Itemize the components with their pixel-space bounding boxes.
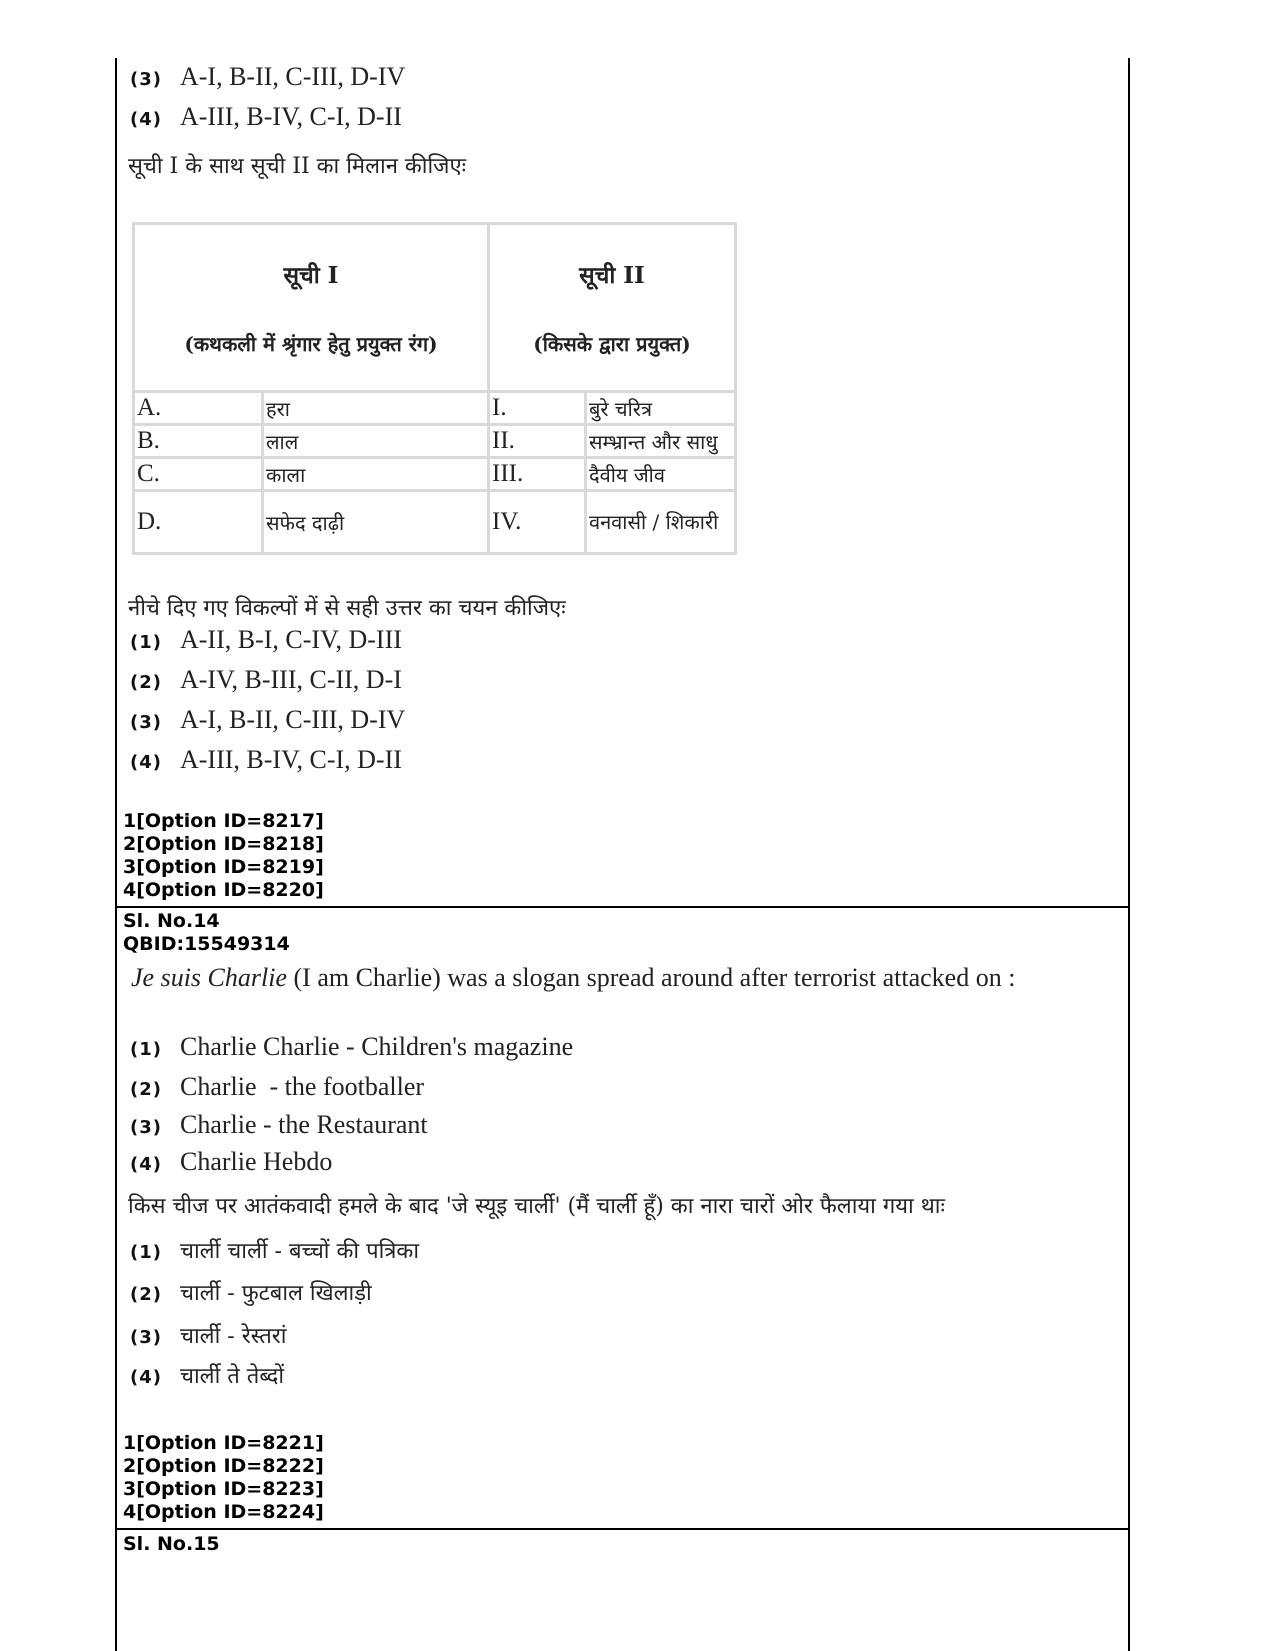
- option-number: (1): [130, 1242, 162, 1263]
- option-text: चार्ली - रेस्तरां: [180, 1324, 287, 1349]
- row-value: सफेद दाढ़ी: [263, 491, 489, 554]
- serial-number: Sl. No.14: [123, 910, 220, 932]
- q14-option-4: [130, 1147, 332, 1177]
- row-key: III.: [489, 458, 586, 491]
- option-text: चार्ली - फुटबाल खिलाड़ी: [180, 1281, 372, 1306]
- row-key: A.: [134, 392, 263, 425]
- q14-hindi-option-2: [130, 1277, 372, 1307]
- row-key: D.: [134, 491, 263, 554]
- row-value: काला: [263, 458, 489, 491]
- row-key: B.: [134, 425, 263, 458]
- option-text: Charlie - the Restaurant: [180, 1110, 428, 1139]
- option-number: (3): [130, 1327, 162, 1348]
- table-header-list2: [489, 224, 736, 392]
- q14-hindi-option-3: [130, 1320, 287, 1350]
- hindi-option-4: [130, 745, 402, 775]
- option-id: 3[Option ID=8219]: [123, 856, 324, 878]
- option-4: [130, 102, 402, 132]
- q14-option-3: [130, 1110, 428, 1140]
- option-number: (3): [130, 1117, 162, 1138]
- option-number: (4): [130, 752, 162, 773]
- option-3: [130, 62, 405, 92]
- question-header: [123, 1533, 220, 1556]
- option-id: 2[Option ID=8222]: [123, 1455, 324, 1477]
- option-number: (3): [130, 69, 162, 90]
- option-text: Charlie Hebdo: [180, 1147, 333, 1176]
- list1-title: सूची I: [283, 262, 339, 289]
- list2-subtitle: (किसके द्वारा प्रयुक्त): [533, 332, 691, 356]
- option-text: A-III, B-IV, C-I, D-II: [180, 102, 402, 131]
- section-divider: [115, 906, 1130, 908]
- hindi-option-3: [130, 705, 405, 735]
- option-text: A-II, B-I, C-IV, D-III: [180, 625, 402, 654]
- row-value: वनवासी / शिकारी: [585, 491, 735, 554]
- option-number: (2): [130, 1079, 162, 1100]
- section-divider: [115, 1528, 1130, 1530]
- option-text: Charlie - the footballer: [180, 1072, 425, 1101]
- option-id: 4[Option ID=8224]: [123, 1501, 324, 1523]
- option-id-list: [123, 1432, 324, 1524]
- q14-hindi-option-1: [130, 1235, 419, 1265]
- option-id: 4[Option ID=8220]: [123, 879, 324, 901]
- row-value: लाल: [263, 425, 489, 458]
- option-text: चार्ली चार्ली - बच्चों की पत्रिका: [180, 1239, 420, 1264]
- hindi-choose-prompt: नीचे दिए गए विकल्पों में से सही उत्तर का चयन कीजिएः: [128, 596, 566, 621]
- q14-hindi-option-4: [130, 1360, 284, 1390]
- question-header: [123, 910, 290, 956]
- option-id: 1[Option ID=8217]: [123, 810, 324, 832]
- option-number: (1): [130, 1039, 162, 1060]
- hindi-question-text: किस चीज पर आतंकवादी हमले के बाद 'जे स्यूइ चार्ली' (मैं चार्ली हूँ) का नारा चारों ओर फैलाया गया थाः: [128, 1194, 945, 1219]
- option-id: 2[Option ID=8218]: [123, 833, 324, 855]
- option-number: (2): [130, 1284, 162, 1305]
- serial-number: Sl. No.15: [123, 1533, 220, 1555]
- q14-option-2: [130, 1072, 424, 1102]
- table-header-list1: [134, 224, 489, 392]
- option-id-list: [123, 810, 324, 902]
- option-number: (4): [130, 109, 162, 130]
- row-value: बुरे चरित्र: [585, 392, 735, 425]
- option-number: (1): [130, 632, 162, 653]
- option-id: 1[Option ID=8221]: [123, 1432, 324, 1454]
- hindi-option-1: [130, 625, 402, 655]
- option-text: चार्ली ते तेब्दों: [180, 1364, 285, 1389]
- option-number: (4): [130, 1154, 162, 1175]
- qbid: QBID:15549314: [123, 933, 290, 955]
- row-value: दैवीय जीव: [585, 458, 735, 491]
- list1-subtitle: (कथकली में श्रृंगार हेतु प्रयुक्त रंग): [184, 332, 438, 356]
- match-table: [132, 222, 737, 555]
- question-text-rest: (I am Charlie) was a slogan spread around after terrorist attacked on :: [287, 963, 1016, 992]
- table-row: [134, 392, 736, 425]
- question-italic: Je suis Charlie: [131, 963, 287, 992]
- option-text: A-I, B-II, C-III, D-IV: [180, 705, 406, 734]
- question-text: [131, 962, 1031, 994]
- row-key: C.: [134, 458, 263, 491]
- row-key: IV.: [489, 491, 586, 554]
- option-text: Charlie Charlie - Children's magazine: [180, 1032, 574, 1061]
- hindi-match-prompt: सूची I के साथ सूची II का मिलान कीजिएः: [128, 154, 467, 179]
- option-text: A-IV, B-III, C-II, D-I: [180, 665, 402, 694]
- row-key: II.: [489, 425, 586, 458]
- list2-title: सूची II: [579, 262, 645, 289]
- row-key: I.: [489, 392, 586, 425]
- option-text: A-I, B-II, C-III, D-IV: [180, 62, 406, 91]
- table-row: [134, 425, 736, 458]
- hindi-option-2: [130, 665, 402, 695]
- option-id: 3[Option ID=8223]: [123, 1478, 324, 1500]
- table-row: [134, 458, 736, 491]
- row-value: हरा: [263, 392, 489, 425]
- option-number: (3): [130, 712, 162, 733]
- option-number: (2): [130, 672, 162, 693]
- option-number: (4): [130, 1367, 162, 1388]
- row-value: सम्भ्रान्त और साधु: [585, 425, 735, 458]
- q14-option-1: [130, 1032, 573, 1062]
- table-row: [134, 491, 736, 554]
- option-text: A-III, B-IV, C-I, D-II: [180, 745, 402, 774]
